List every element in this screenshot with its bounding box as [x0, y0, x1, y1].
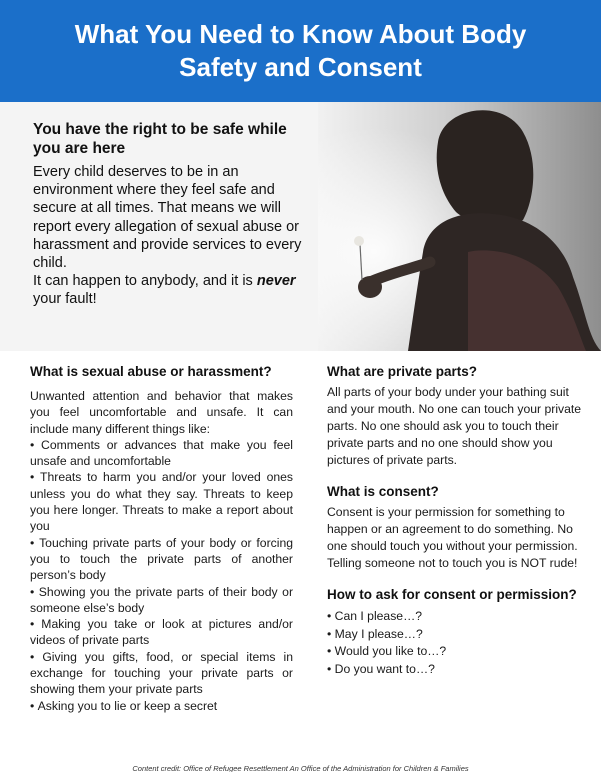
abuse-list-item: • Threats to harm you and/or your loved ones unless you do what they say. Threats to keep you here longer. Threats to make a report about you: [30, 469, 293, 534]
hero-text: [33, 120, 303, 309]
ask-consent-section: [327, 586, 592, 678]
hero-emphasis-never: never: [256, 273, 296, 290]
ask-consent-item: • Would you like to…?: [327, 643, 592, 661]
abuse-list-item: • Giving you gifts, food, or special items in exchange for touching your private parts or showing them your private parts: [30, 649, 293, 698]
private-parts-section: [327, 363, 592, 469]
ask-consent-heading: How to ask for consent or permission?: [327, 587, 577, 602]
ask-consent-list: [327, 608, 592, 678]
hero-section: [0, 102, 601, 351]
hero-body2-start: It can happen to anybody, and it is: [33, 273, 257, 290]
child-photo: [318, 102, 601, 351]
title-banner: [0, 0, 601, 102]
right-column: [327, 363, 592, 692]
abuse-list: [30, 437, 293, 714]
ask-consent-item: • Do you want to…?: [327, 661, 592, 679]
private-parts-heading: What are private parts?: [327, 364, 478, 379]
content-credit: Content credit: Office of Refugee Resettlement An Office of the Administration for Children & Families: [132, 764, 469, 772]
abuse-list-item: • Touching private parts of your body or forcing you to touch the private parts of another person’s body: [30, 535, 293, 584]
abuse-list-item: • Making you take or look at pictures and/or videos of private parts: [30, 616, 293, 649]
page-title: What You Need to Know About Body Safety and Consent: [74, 19, 527, 82]
consent-heading: What is consent?: [327, 484, 439, 499]
abuse-intro: Unwanted attention and behavior that makes you feel uncomfortable and unsafe. It can include many different things like:: [30, 389, 293, 436]
consent-body: Consent is your permission for something to happen or an agreement to do something. No one should touch you without your permission. Telling someone not to touch you is NOT rude!: [327, 505, 578, 570]
private-parts-body: All parts of your body under your bathing suit and your mouth. No one can touch your private parts. No one should ask you to touch their private parts and no one should show you pictures of private parts.: [327, 385, 582, 467]
ask-consent-item: • Can I please…?: [327, 608, 592, 626]
ask-consent-item: • May I please…?: [327, 626, 592, 644]
hero-body2-end: your fault!: [33, 291, 97, 308]
abuse-heading: What is sexual abuse or harassment?: [30, 364, 272, 379]
consent-section: [327, 483, 592, 572]
hero-heading: You have the right to be safe while you are here: [33, 121, 287, 157]
abuse-list-item: • Comments or advances that make you feel unsafe and uncomfortable: [30, 437, 293, 470]
abuse-list-item: • Asking you to lie or keep a secret: [30, 698, 293, 714]
child-silhouette-image: [318, 102, 601, 351]
abuse-list-item: • Showing you the private parts of their body or someone else’s body: [30, 584, 293, 617]
abuse-section: [30, 363, 293, 714]
hero-body: [33, 163, 303, 309]
hero-body-text: Every child deserves to be in an environment where they feel safe and secure at all times. That means we will report every allegation of sexual abuse or harassment and provide services to every child.: [33, 164, 302, 272]
